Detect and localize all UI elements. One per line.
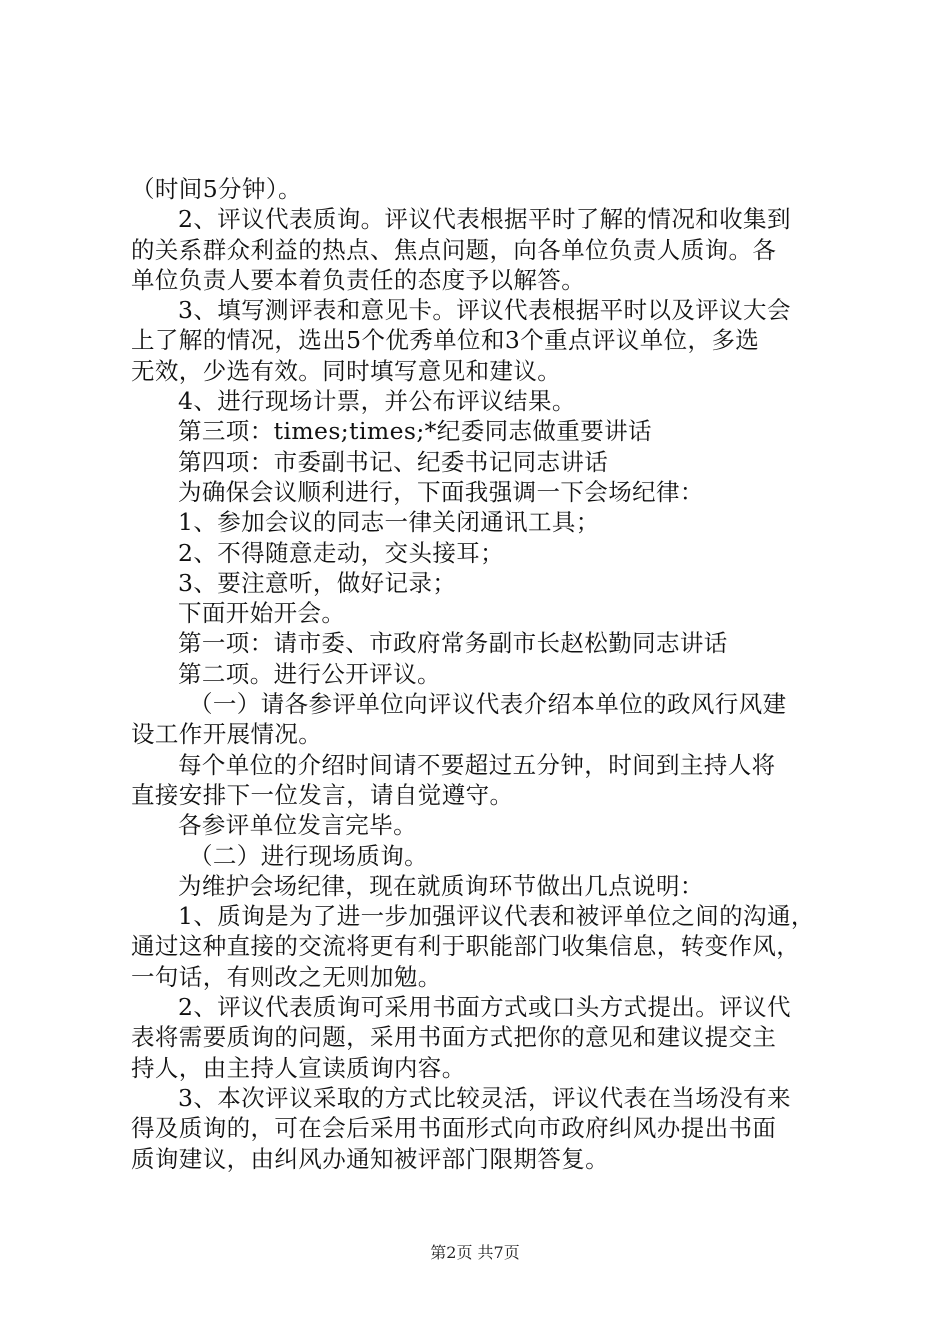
text-line: 第三项：times;times;*纪委同志做重要讲话 (178, 417, 652, 446)
text-line: 下面开始开会。 (178, 599, 346, 628)
text-line: 持人，由主持人宣读质询内容。 (131, 1053, 466, 1082)
text-line: 第二项。进行公开评议。 (178, 659, 441, 688)
text-line: 通过这种直接的交流将更有利于职能部门收集信息，转变作风， (131, 932, 801, 961)
text-line: 无效，少选有效。同时填写意见和建议。 (131, 356, 562, 385)
text-line: （二）进行现场质询。 (189, 841, 428, 870)
text-line: （时间5分钟）。 (131, 175, 302, 203)
text-line: 2、不得随意走动，交头接耳； (178, 538, 505, 567)
text-line: 的关系群众利益的热点、焦点问题，向各单位负责人质询。各 (131, 235, 777, 264)
text-line: 各参评单位发言完毕。 (178, 811, 417, 840)
text-line: 一句话，有则改之无则加勉。 (131, 962, 442, 991)
text-line: 3、要注意听，做好记录； (178, 568, 457, 597)
document-body (131, 174, 831, 1174)
text-line: 2、评议代表质询。评议代表根据平时了解的情况和收集到 (178, 205, 791, 234)
text-line: 得及质询的，可在会后采用书面形式向市政府纠风办提出书面 (131, 1114, 777, 1143)
text-line: 质询建议，由纠风办通知被评部门限期答复。 (131, 1144, 609, 1173)
text-line: 第一项：请市委、市政府常务副市长赵松勤同志讲话 (178, 629, 728, 658)
text-line: 3、填写测评表和意见卡。评议代表根据平时以及评议大会 (178, 296, 791, 325)
text-line: （一）请各参评单位向评议代表介绍本单位的政风行风建 (189, 690, 787, 719)
text-line: 为确保会议顺利进行，下面我强调一下会场纪律： (178, 477, 704, 506)
text-line: 为维护会场纪律，现在就质询环节做出几点说明： (178, 871, 704, 900)
text-line: 单位负责人要本着负责任的态度予以解答。 (131, 265, 586, 294)
text-line: 1、质询是为了进一步加强评议代表和被评单位之间的沟通， (178, 902, 815, 931)
text-line: 设工作开展情况。 (131, 720, 323, 749)
text-line: 表将需要质询的问题，采用书面方式把你的意见和建议提交主 (131, 1023, 777, 1052)
text-line: 上了解的情况，选出5个优秀单位和3个重点评议单位，多选 (131, 326, 760, 355)
text-line: 4、进行现场计票，并公布评议结果。 (178, 387, 576, 416)
text-line: 每个单位的介绍时间请不要超过五分钟，时间到主持人将 (178, 750, 776, 779)
text-line: 第四项：市委副书记、纪委书记同志讲话 (178, 447, 609, 476)
text-line: 直接安排下一位发言，请自觉遵守。 (131, 780, 514, 809)
text-line: 2、评议代表质询可采用书面方式或口头方式提出。评议代 (178, 993, 791, 1022)
text-line: 3、本次评议采取的方式比较灵活，评议代表在当场没有来 (178, 1083, 791, 1112)
text-line: 1、参加会议的同志一律关闭通讯工具； (178, 508, 600, 537)
page-number-footer: 第2页 共7页 (430, 1243, 520, 1262)
